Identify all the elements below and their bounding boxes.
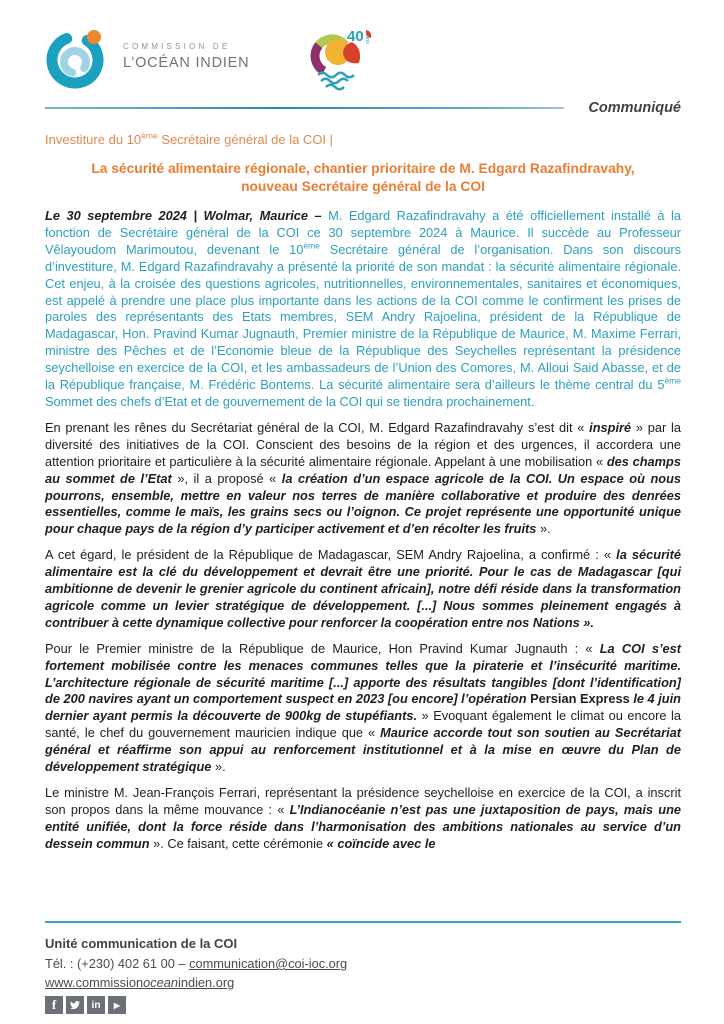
anniversary-40-logo [305,26,377,92]
anniversary-number: 40 [347,28,365,45]
body-paragraph: Le ministre M. Jean-François Ferrari, représentant la présidence seychelloise en exercice de la COI, a inscrit son propos dans la même mouvance : « L’Indianocéanie n’est pas une juxtaposition de pays, mais une entité unifiée, dont la force réside dans l’harmonisation des ambitions nationales au service d’un dessein commun ». Ce faisant, cette cérémonie « coïncide avec le [45,785,682,851]
footer-phone-line [45,956,681,971]
coi-logo-icon [45,26,109,90]
twitter-icon[interactable] [66,996,84,1014]
coi-wordmark-line1: COMMISSION DE [123,42,231,51]
footer-phone: Tél. : (+230) 402 61 00 – [45,956,190,971]
footer [45,921,681,1014]
website-link[interactable]: www.commissionoceanindien.org [45,975,235,990]
footer-rule [45,921,681,923]
body-paragraph-lead: Le 30 septembre 2024 | Wolmar, Maurice – M. Edgard Razafindravahy a été officiellement installé à la fonction de Secrétaire général de la COI ce 30 septembre 2024 à Maurice. Il succède au Professeur Vêlayoudom Marimoutou, devenant le 10ème Secrétaire général de l’organisation. Dans son discours d’investiture, M. Edgard Razafindravahy a présenté la priorité de son mandat : la sécurité alimentaire régionale. Cet enjeu, à la croisée des questions agricoles, nutritionnelles, environnementales, sanitaires et économiques, est appelé à prendre une place plus importante dans les actions de la COI comme le confirment les prises de paroles des représentants des Etats membres, SEM Andry Rajoelina, président de la République de Madagascar, Hon. Pravind Kumar Jugnauth, Premier ministre de la République de Maurice, M. Maxime Ferrari, ministre des Pêches et de l’Economie bleue de la République des Seychelles représentant la présidence seychelloise en exercice de la COI, et les ambassadeurs de l’Union des Comores, M. Alloui Said Abasse, et de la République française, M. Frédéric Bontems. La sécurité alimentaire sera d’ailleurs le thème central du 5ème Sommet des chefs d’Etat et de gouvernement de la COI qui se tiendra prochainement. [45,208,682,409]
footer-website-line [45,975,681,990]
footer-org-name: Unité communication de la COI [45,936,238,951]
article-body [45,208,681,853]
youtube-icon[interactable]: ▶ [108,996,126,1014]
header-rule-row [45,100,681,116]
email-link[interactable]: communication@coi-ioc.org [189,956,348,971]
facebook-icon[interactable]: f [45,996,63,1014]
page-title [45,160,681,196]
social-links [45,996,681,1014]
doc-type-label: Communiqué [588,100,681,116]
coi-wordmark-line2: L’OCÉAN INDIEN [123,55,250,71]
kicker: Investiture du 10ème Secrétaire général de la COI | [45,130,334,147]
body-paragraph: Pour le Premier ministre de la République de Maurice, Hon Pravind Kumar Jugnauth : « La COI s’est fortement mobilisée contre les menaces communes telles que la piraterie et l’insécurité maritime. L’architecture régionale de sécurité maritime [...] apporte des résultats tangibles [dont l’identification] de 200 navires ayant un comportement suspect en 2023 [ou encore] l’opération Persian Express le 4 juin dernier ayant permis la découverte de 900kg de stupéfiants. » Evoquant également le climat ou encore la santé, le chef du gouvernement mauricien indique que « Maurice accorde tout son soutien au Secrétariat général et réaffirme son appui au renforcement institutionnel et à la mise en œuvre du Plan de développement stratégique ». [45,640,682,775]
page-title-line1: La sécurité alimentaire régionale, chantier prioritaire de M. Edgard Razafindravahy, [91,161,635,176]
body-paragraph: A cet égard, le président de la République de Madagascar, SEM Andry Rajoelina, a confirmé : « la sécurité alimentaire est la clé du développement et devrait être une priorité. Pour le cas de Madagascar [qui ambitionne de devenir le grenier agricole du continent africain], notre défi réside dans la transformation agricole comme un levier stratégique de développement. [...] Nous sommes pleinement engagés à contribuer à cette dynamique collective pour renforcer la coopération entre nos Nations ». [45,547,681,630]
header-rule [45,107,564,109]
linkedin-icon[interactable]: in [87,996,105,1014]
anniversary-suffix: ans [364,35,371,44]
body-paragraph: En prenant les rênes du Secrétariat général de la COI, M. Edgard Razafindravahy s’est dit « inspiré » par la diversité des initiatives de la COI. Conscient des besoins de la région et des urgences, il accordera une attention prioritaire et particulière à la sécurité alimentaire régionale. Appelant à une mobilisation « des champs au sommet de l’Etat », il a proposé « la création d’un espace agricole de la COI. Un espace où nous pourrons, ensemble, mettre en valeur nos terres de manière collaborative et produire des denrées essentielles, comme le maïs, les grains secs ou l’oignon. Ce projet représente une opportunité unique pour chaque pays de la région d’y participer activement et d’en récolter les fruits ». [45,419,682,537]
page-title-line2: nouveau Secrétaire général de la COI [241,179,485,194]
header-logos [45,26,681,92]
coi-wordmark [123,42,249,71]
